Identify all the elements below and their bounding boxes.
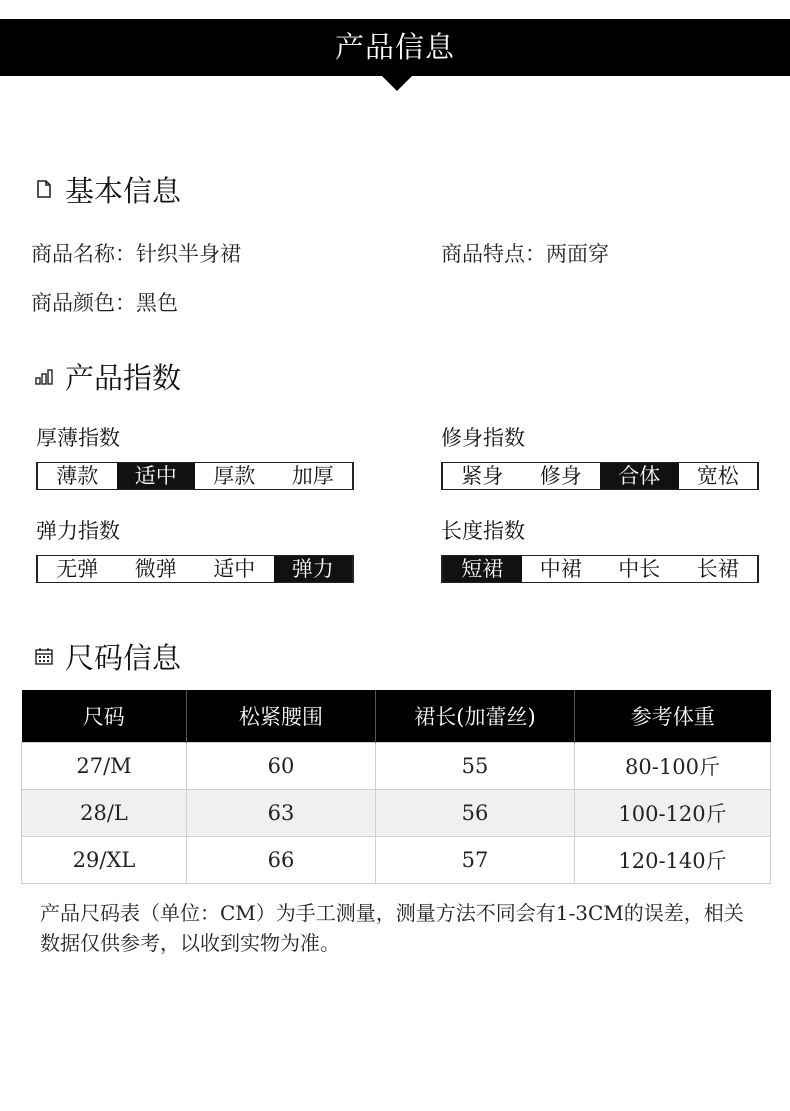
elasticity-label: 弹力指数 (36, 519, 120, 543)
elasticity-option: 无弹 (56, 557, 99, 581)
basic-info-title: 基本信息 (65, 173, 182, 208)
table-row (22, 743, 771, 790)
column-header: 参考体重 (575, 690, 771, 743)
thickness-label: 厚薄指数 (36, 426, 120, 450)
fit-scale (441, 462, 759, 490)
thickness-option: 适中 (117, 463, 196, 489)
product-color: 商品颜色：黑色 (31, 291, 178, 315)
length-option: 长裙 (696, 557, 739, 581)
length-option: 短裙 (443, 556, 522, 582)
table-cell: 100-120斤 (575, 790, 771, 837)
size-note: 产品尺码表（单位：CM）为手工测量，测量方法不同会有1-3CM的误差，相关数据仅供参考，以收到实物为准。 (40, 901, 744, 955)
banner-pointer (382, 76, 412, 91)
table-cell: 56 (376, 790, 575, 837)
thickness-option: 加厚 (291, 464, 334, 488)
thickness-option: 厚款 (213, 464, 256, 488)
product-feature: 商品特点：两面穿 (441, 242, 609, 266)
elasticity-option: 适中 (213, 557, 256, 581)
basic-info-heading (33, 169, 181, 209)
table-header-row (22, 690, 771, 743)
elasticity-scale (36, 555, 354, 583)
table-row (22, 790, 771, 837)
table-cell: 120-140斤 (575, 837, 771, 884)
fit-option: 宽松 (696, 464, 739, 488)
table-cell: 27/M (22, 743, 187, 790)
table-cell: 29/XL (22, 837, 187, 884)
size-table (21, 690, 771, 884)
table-cell: 57 (376, 837, 575, 884)
calendar-icon (33, 645, 55, 667)
fit-label: 修身指数 (441, 426, 525, 450)
table-cell: 66 (187, 837, 376, 884)
column-header: 裙长(加蕾丝) (376, 690, 575, 743)
header-banner (0, 19, 790, 76)
elasticity-option: 弹力 (274, 556, 353, 582)
elasticity-option: 微弹 (134, 557, 177, 581)
column-header: 松紧腰围 (187, 690, 376, 743)
table-cell: 80-100斤 (575, 743, 771, 790)
table-row (22, 837, 771, 884)
banner-title: 产品信息 (334, 30, 455, 64)
table-cell: 55 (376, 743, 575, 790)
table-cell: 60 (187, 743, 376, 790)
indices-heading (33, 356, 181, 396)
thickness-scale (36, 462, 354, 490)
column-header: 尺码 (22, 690, 187, 743)
fit-option: 紧身 (461, 464, 504, 488)
product-name: 商品名称：针织半身裙 (31, 242, 241, 266)
table-cell: 63 (187, 790, 376, 837)
thickness-option: 薄款 (56, 464, 99, 488)
fit-option: 合体 (600, 463, 679, 489)
length-option: 中长 (618, 557, 661, 581)
length-label: 长度指数 (441, 519, 525, 543)
document-icon (33, 178, 55, 200)
size-info-heading (33, 636, 181, 676)
table-cell: 28/L (22, 790, 187, 837)
size-info-title: 尺码信息 (65, 640, 182, 675)
length-scale (441, 555, 759, 583)
length-option: 中裙 (539, 557, 582, 581)
bar-chart-icon (33, 365, 55, 387)
fit-option: 修身 (539, 464, 582, 488)
indices-title: 产品指数 (65, 360, 182, 395)
